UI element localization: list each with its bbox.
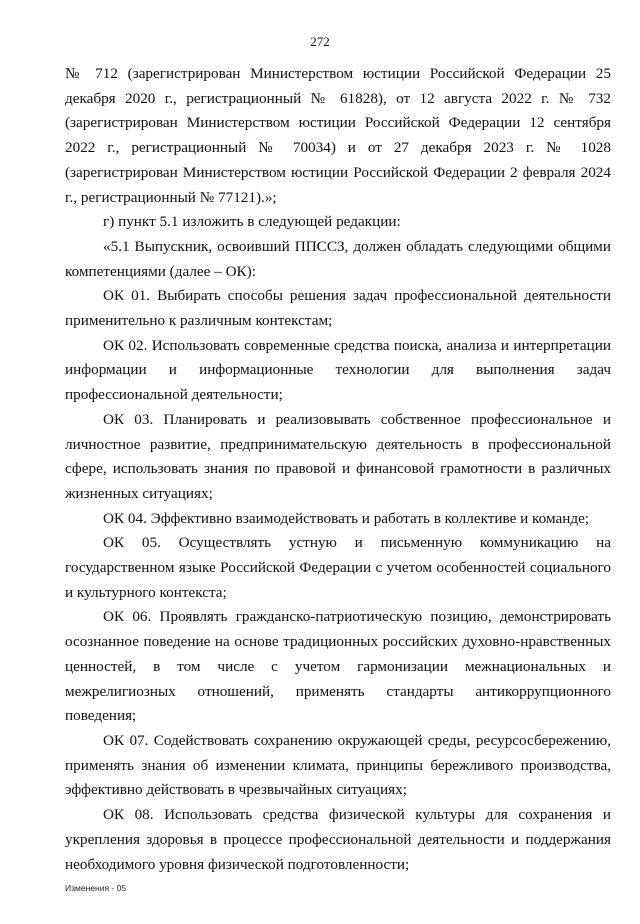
paragraph-ok-03: ОК 03. Планировать и реализовывать собственное профессиональное и личностное развитие, предпринимательскую деятельность в профессиональной сфере, использовать знания по правовой и финансовой грамотности в различных жизненных ситуациях; (65, 410, 611, 502)
paragraph-ok-07: ОК 07. Содействовать сохранению окружающей среды, ресурсосбережению, применять знания об изменении климата, принципы бережливого производства, эффективно действовать в чрезвычайных ситуациях; (65, 731, 611, 799)
paragraph-ok-02: ОК 02. Использовать современные средства поиска, анализа и интерпретации информации и информационные технологии для выполнения задач профессиональной деятельности; (65, 336, 611, 404)
footer-revision-note: Изменения - 05 (65, 883, 127, 893)
paragraph-continuation: № 712 (зарегистрирован Министерством юстиции Российской Федерации 25 декабря 2020 г., регистрационный № 61828), от 12 августа 2022 г. № 732 (зарегистрирован Министерством юстиции Российской Федерации 12 сентября 2022 г., регистрационный № 70034) и от 27 декабря 2023 г. № 1028 (зарегистрирован Министерством юстиции Российской Федерации 2 февраля 2024 г., регистрационный № 77121).»; (65, 65, 611, 206)
paragraph-item-g: г) пункт 5.1 изложить в следующей редакции: (103, 213, 401, 231)
paragraph-ok-04: ОК 04. Эффективно взаимодействовать и работать в коллективе и команде; (103, 509, 590, 527)
document-body (65, 62, 611, 877)
paragraph-ok-08: ОК 08. Использовать средства физической культуры для сохранения и укрепления здоровья в процессе профессиональной деятельности и поддержания необходимого уровня физической подготовленности; (65, 806, 611, 873)
page-number: 272 (310, 34, 330, 49)
paragraph-ok-01: ОК 01. Выбирать способы решения задач профессиональной деятельности применительно к различным контекстам; (65, 287, 611, 330)
paragraph-ok-06: ОК 06. Проявлять гражданско-патриотическую позицию, демонстрировать осознанное поведение на основе традиционных российских духовно-нравственных ценностей, в том числе с учетом гармонизации межнациональных и межрелигиозных отношений, применять стандарты антикоррупционного поведения; (65, 608, 611, 725)
paragraph-ok-05: ОК 05. Осуществлять устную и письменную коммуникацию на государственном языке Российской Федерации с учетом особенностей социального и культурного контекста; (65, 534, 611, 601)
paragraph-clause-5-1: «5.1 Выпускник, освоивший ППССЗ, должен обладать следующими общими компетенциями (далее – ОК): (65, 237, 611, 280)
